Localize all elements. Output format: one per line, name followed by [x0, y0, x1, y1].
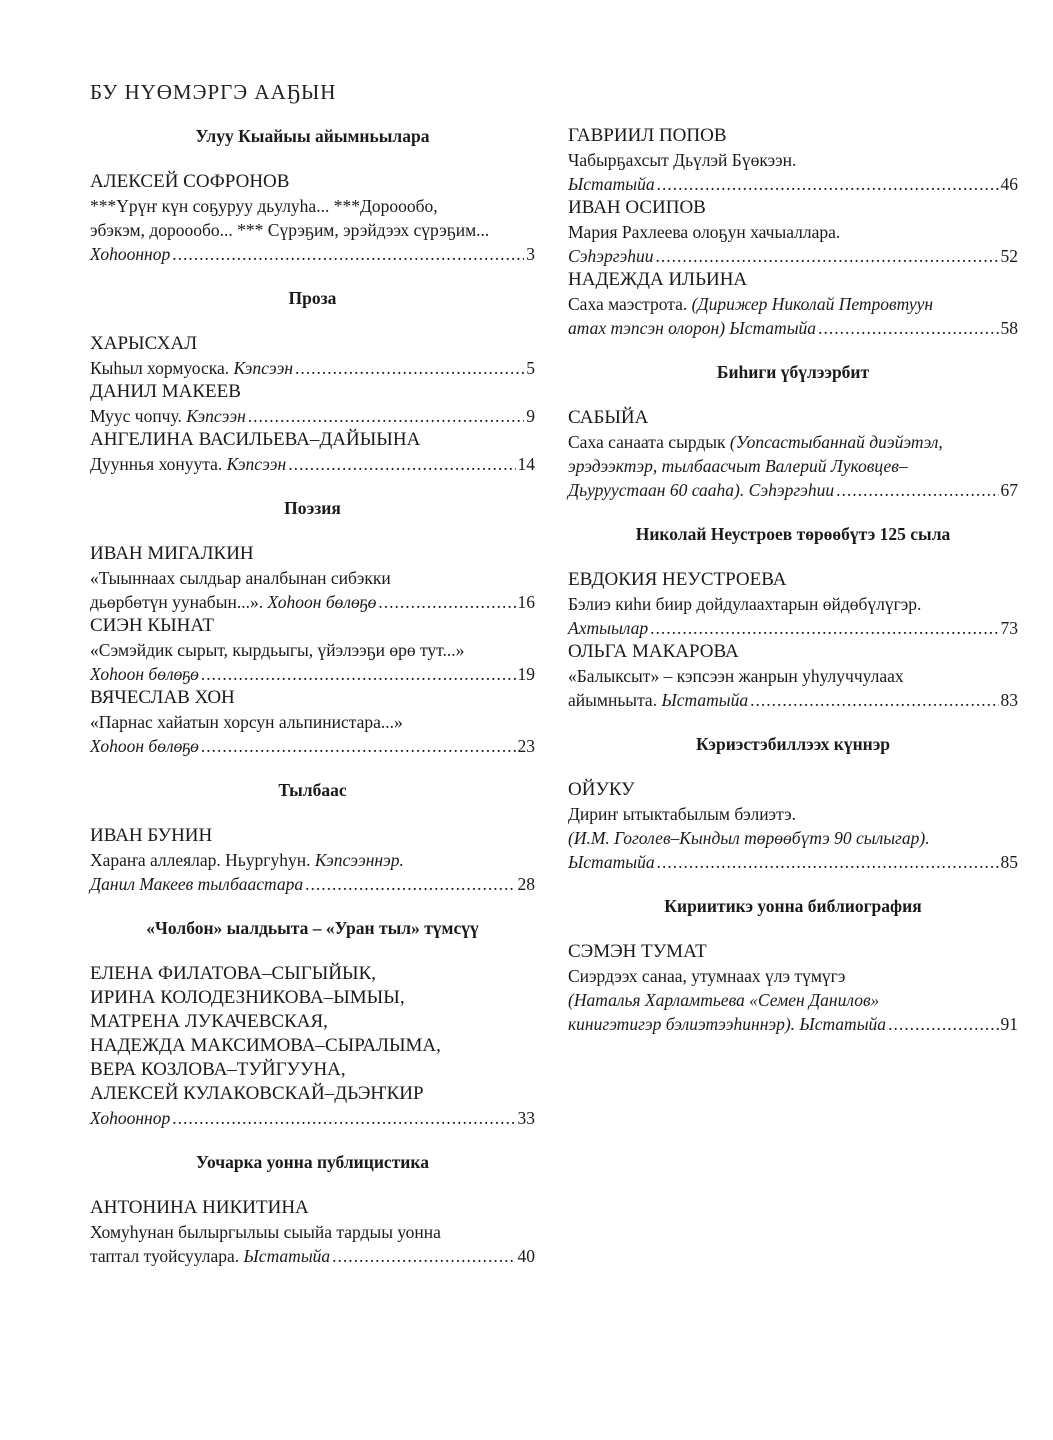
- toc-text: [90, 590, 376, 614]
- work-genre: Хоһоон бөлөҕө: [90, 664, 199, 684]
- author-name: ОЙУКУ: [568, 779, 635, 800]
- work-title: Дириҥ ытыктабылым бэлиэтэ.: [568, 804, 797, 824]
- work-note: эрэдээктэр, тылбаасчыт Валерий Луковцев–: [568, 456, 908, 476]
- toc-entry: [568, 196, 1018, 268]
- toc-line: [90, 734, 535, 758]
- work-genre: (Уопсастыбаннай диэйэтэл,: [729, 432, 943, 452]
- page-number: 58: [1000, 318, 1018, 338]
- toc-line: [90, 356, 535, 380]
- work-title: Чабырҕахсыт Дьүлэй Бүөкээн.: [568, 150, 797, 170]
- toc-entry: [568, 940, 1018, 1036]
- toc-line: [90, 452, 535, 476]
- work-title: [568, 430, 1018, 454]
- toc-entry: [90, 686, 535, 758]
- author-name: ВЕРА КОЗЛОВА–ТУЙГУУНА,: [90, 1059, 346, 1080]
- section-title: Биһиги үбүлээрбит: [716, 362, 870, 382]
- author-name: САБЫЙА: [568, 407, 649, 428]
- toc-entry: [568, 640, 1018, 712]
- dot-leader: [378, 590, 515, 614]
- section-title: «Чолбон» ыалдьыта – «Уран тыл» түмсүү: [146, 918, 479, 938]
- author-name: ИВАН ОСИПОВ: [568, 197, 706, 218]
- author-name: АНТОНИНА НИКИТИНА: [90, 1197, 309, 1218]
- toc-line: [568, 616, 1018, 640]
- work-title: Хомуһунан былыргылыы сыыйа тардыы уонна: [90, 1222, 441, 1242]
- work-title: [568, 292, 1018, 316]
- work-genre: кинигэтигэр бэлиэтээһиннэр). Ыстатыйа: [568, 1014, 887, 1034]
- toc-text: [90, 662, 199, 686]
- toc-entry: [90, 962, 535, 1130]
- toc-text: [90, 452, 286, 476]
- page-number: 5: [526, 358, 535, 378]
- page-number: 19: [517, 664, 535, 684]
- toc-entry: [568, 778, 1018, 874]
- toc-section: [90, 778, 535, 896]
- work-title-text: Саха санаата сырдык: [568, 432, 730, 452]
- toc-section: [568, 522, 1018, 712]
- author-name: ХАРЫСХАЛ: [90, 333, 198, 354]
- toc-text: [568, 316, 816, 340]
- dot-leader: [657, 172, 999, 196]
- work-title: [90, 848, 535, 872]
- work-genre: Ыстатыйа: [568, 174, 655, 194]
- page-number: 14: [517, 454, 535, 474]
- work-genre: Кэпсээн: [226, 454, 287, 474]
- work-genre: (Дирижер Николай Петровтуун: [691, 294, 934, 314]
- work-genre: Ыстатыйа: [243, 1246, 331, 1266]
- author-name: АЛЕКСЕЙ КУЛАКОВСКАЙ–ДЬЭҤКИР: [90, 1083, 424, 1104]
- author-name: АЛЕКСЕЙ СОФРОНОВ: [90, 171, 290, 192]
- work-note: (Наталья Харламтьева «Семен Данилов»: [568, 990, 880, 1010]
- page-number: 83: [1000, 690, 1018, 710]
- dot-leader: [750, 688, 998, 712]
- work-title: Мария Рахлеева олоҕун хачыаллара.: [568, 222, 841, 242]
- page-number: 33: [517, 1108, 535, 1128]
- work-title-text: Дууннья хонуута.: [90, 454, 227, 474]
- page-title: БУ НҮӨМЭРГЭ ААҔЫН: [90, 80, 337, 104]
- work-genre: Хоһооннор: [90, 244, 171, 264]
- toc-line: [90, 404, 535, 428]
- toc-line: [90, 662, 535, 686]
- work-genre: Хоһоон бөлөҕө: [90, 736, 199, 756]
- section-title: Николай Неустроев төрөөбүтэ 125 сыла: [635, 524, 951, 544]
- toc-section: [568, 732, 1018, 874]
- toc-text: [90, 1244, 330, 1268]
- author-name: НАДЕЖДА ИЛЬИНА: [568, 269, 748, 290]
- toc-line: [90, 590, 535, 614]
- author-name: ЕВДОКИЯ НЕУСТРОЕВА: [568, 569, 787, 590]
- work-title: «Сэмэйдик сырыт, кырдьыгы, үйэлээҕи өрө тут...»: [90, 640, 465, 660]
- work-genre: Хоһоон бөлөҕө: [267, 592, 377, 612]
- toc-line: [90, 1106, 535, 1130]
- toc-entry: [90, 428, 535, 476]
- page-number: 67: [1000, 480, 1018, 500]
- section-title: Поэзия: [284, 498, 341, 518]
- page-number: 28: [517, 874, 535, 894]
- page-number: 85: [1000, 852, 1018, 872]
- toc-entry: [568, 406, 1018, 502]
- work-title-text: таптал туойсуулара.: [90, 1246, 244, 1266]
- toc-section: [90, 286, 535, 476]
- work-title: Бэлиэ киһи биир дойдулаахтарын өйдөбүлүгэр.: [568, 594, 922, 614]
- dot-leader: [201, 662, 516, 686]
- toc-text: [568, 688, 748, 712]
- work-title-text: Муус чопчу.: [90, 406, 187, 426]
- page-number: 3: [526, 244, 535, 264]
- author-name: СЭМЭН ТУМАТ: [568, 941, 707, 962]
- section-title: Тылбаас: [278, 780, 347, 800]
- right-column: [568, 124, 1018, 1056]
- dot-leader: [305, 872, 515, 896]
- dot-leader: [201, 734, 516, 758]
- work-title: эбэкэм, дороообо... *** Сүрэҕим, эрэйдээх сүрэҕим...: [90, 220, 490, 240]
- toc-line: [568, 172, 1018, 196]
- author-name: АНГЕЛИНА ВАСИЛЬЕВА–ДАЙЫЫНА: [90, 429, 421, 450]
- author-name: ИВАН БУНИН: [90, 825, 213, 846]
- toc-section: [568, 360, 1018, 502]
- work-genre: Хоһооннор: [90, 1108, 171, 1128]
- dot-leader: [818, 316, 998, 340]
- dot-leader: [295, 356, 524, 380]
- toc-text: [568, 850, 655, 874]
- toc-line: [568, 1012, 1018, 1036]
- author-name: НАДЕЖДА МАКСИМОВА–СЫРАЛЫМА,: [90, 1035, 441, 1056]
- section-title: Кириитикэ уонна библиография: [664, 896, 922, 916]
- page-number: 46: [1000, 174, 1018, 194]
- author-name: СИЭН КЫНАТ: [90, 615, 215, 636]
- toc-line: [568, 316, 1018, 340]
- work-title-text: Кыһыл хормуоска.: [90, 358, 234, 378]
- section-title: Улуу Кыайыы айымньылара: [195, 126, 430, 146]
- dot-leader: [650, 616, 998, 640]
- work-title: Сиэрдээх санаа, утумнаах үлэ түмүгэ: [568, 966, 846, 986]
- work-genre: Кэпсээннэр.: [314, 850, 404, 870]
- dot-leader: [656, 244, 999, 268]
- toc-line: [90, 242, 535, 266]
- page-number: 16: [517, 592, 535, 612]
- work-note: (И.М. Гоголев–Кындыл төрөөбүтэ 90 сылыгар).: [568, 828, 930, 848]
- author-name: ЕЛЕНА ФИЛАТОВА–СЫГЫЙЫК,: [90, 963, 376, 984]
- toc-line: [568, 850, 1018, 874]
- toc-line: [568, 688, 1018, 712]
- dot-leader: [332, 1244, 515, 1268]
- toc-entry: [568, 124, 1018, 196]
- author-name: ДАНИЛ МАКЕЕВ: [90, 381, 241, 402]
- page-number: 23: [517, 736, 535, 756]
- work-genre: Ыстатыйа: [661, 690, 749, 710]
- toc-entry: [90, 614, 535, 686]
- work-genre: Кэпсээн: [186, 406, 246, 426]
- toc-entry: [90, 380, 535, 428]
- toc-text: [568, 1012, 886, 1036]
- toc-text: [90, 356, 293, 380]
- section-title: Кэриэстэбиллээх күннэр: [695, 734, 891, 754]
- toc-text: [568, 244, 654, 268]
- dot-leader: [888, 1012, 998, 1036]
- toc-section: [568, 124, 1018, 340]
- work-genre: Ыстатыйа: [568, 852, 655, 872]
- toc-entry: [568, 568, 1018, 640]
- toc-line: [90, 872, 535, 896]
- toc-line: [568, 244, 1018, 268]
- work-genre: Кэпсээн: [233, 358, 294, 378]
- page-number: 91: [1000, 1014, 1018, 1034]
- work-title: «Тыыннаах сылдьар аналбынан сибэкки: [90, 568, 391, 588]
- author-name: ИВАН МИГАЛКИН: [90, 543, 254, 564]
- work-title-text: айымньыта.: [568, 690, 662, 710]
- toc-text: [568, 616, 648, 640]
- toc-text: [90, 1106, 170, 1130]
- work-title-text: дьөрбөтүн уунабын...».: [90, 592, 268, 612]
- work-title-text: Саха маэстрота.: [568, 294, 692, 314]
- toc-section: [90, 916, 535, 1130]
- toc-entry: [90, 824, 535, 896]
- work-genre: Дьуруустаан 60 сааһа). Сэһэргэһии: [568, 480, 835, 500]
- work-genre: Ахтыылар: [568, 618, 649, 638]
- dot-leader: [288, 452, 515, 476]
- author-name: ОЛЬГА МАКАРОВА: [568, 641, 739, 662]
- toc-entry: [90, 170, 535, 266]
- work-genre: Данил Макеев тылбаастара: [90, 874, 304, 894]
- work-title-text: Хараҥа аллеялар. Ньургуһун.: [90, 850, 315, 870]
- author-name: ИРИНА КОЛОДЕЗНИКОВА–ЫМЫЫ,: [90, 987, 405, 1008]
- work-genre: Сэһэргэһии: [568, 246, 654, 266]
- toc-section: [90, 496, 535, 758]
- toc-text: [90, 242, 170, 266]
- toc-section: [568, 894, 1018, 1036]
- dot-leader: [248, 404, 524, 428]
- dot-leader: [836, 478, 998, 502]
- work-title: «Балыксыт» – кэпсээн жанрын уһулуччулаах: [568, 666, 904, 686]
- author-name: ВЯЧЕСЛАВ ХОН: [90, 687, 235, 708]
- toc-entry: [568, 268, 1018, 340]
- work-genre: атах тэпсэн олорон) Ыстатыйа: [568, 318, 817, 338]
- page-number: 40: [517, 1246, 535, 1266]
- author-name: ГАВРИИЛ ПОПОВ: [568, 125, 727, 146]
- dot-leader: [657, 850, 999, 874]
- toc-text: [568, 478, 834, 502]
- section-title: Уочарка уонна публицистика: [196, 1152, 429, 1172]
- page-number: 9: [526, 406, 535, 426]
- work-title: ***Үрүҥ күн соҕуруу дьулуһа... ***Дороообо,: [90, 196, 438, 216]
- dot-leader: [172, 1106, 515, 1130]
- toc-section: [90, 1150, 535, 1268]
- page-number: 73: [1000, 618, 1018, 638]
- page-number: 52: [1000, 246, 1018, 266]
- toc-entry: [90, 1196, 535, 1268]
- toc-entry: [90, 542, 535, 614]
- dot-leader: [172, 242, 524, 266]
- toc-text: [568, 172, 655, 196]
- section-title: Проза: [288, 288, 337, 308]
- toc-section: [90, 124, 535, 266]
- toc-line: [568, 478, 1018, 502]
- toc-text: [90, 404, 246, 428]
- toc-text: [90, 872, 303, 896]
- toc-entry: [90, 332, 535, 380]
- work-title: «Парнас хайатын хорсун альпинистара...»: [90, 712, 403, 732]
- author-name: МАТРЕНА ЛУКАЧЕВСКАЯ,: [90, 1011, 328, 1032]
- left-column: [90, 124, 535, 1288]
- toc-text: [90, 734, 199, 758]
- toc-line: [90, 1244, 535, 1268]
